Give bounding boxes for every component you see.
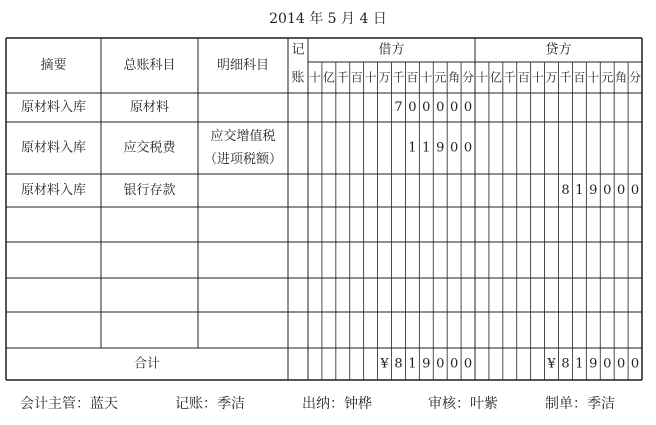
credit-amount-digit: 0	[616, 183, 626, 198]
row-detail-account: （进项税额）	[203, 152, 283, 167]
header-detail-account: 明细科目	[216, 58, 270, 73]
total-credit-digit: 0	[616, 356, 626, 372]
debit-amount-digit: 0	[408, 100, 417, 115]
row-summary: 原材料入库	[20, 183, 87, 198]
debit-digit-unit: 元	[434, 70, 447, 85]
row-general-account: 应交税费	[123, 140, 176, 156]
total-credit-digit: 1	[575, 356, 584, 372]
credit-digit-unit: 亿	[489, 70, 502, 85]
signer-name: 钟桦	[344, 396, 372, 412]
total-credit-digit: 0	[603, 356, 612, 372]
row-summary: 原材料入库	[20, 140, 87, 156]
row-general-account: 银行存款	[123, 183, 176, 198]
debit-amount-digit: 0	[463, 100, 473, 115]
signer-role: 制单：	[545, 396, 587, 412]
header-credit: 贷方	[545, 42, 572, 58]
credit-amount-digit: 9	[589, 183, 598, 198]
debit-digit-unit: 十	[420, 70, 433, 85]
credit-digit-unit: 百	[517, 70, 530, 85]
debit-amount-digit: 0	[436, 100, 445, 115]
row-general-account: 原材料	[129, 100, 170, 115]
total-debit-digit: 0	[463, 356, 473, 372]
credit-digit-unit: 元	[601, 70, 614, 85]
voucher-date: 2014 年 5 月 4 日	[269, 11, 387, 27]
header-summary: 摘要	[40, 58, 67, 73]
debit-digit-unit: 十	[308, 70, 321, 85]
signer-role: 出纳：	[302, 396, 344, 412]
row-summary: 原材料入库	[20, 100, 87, 115]
debit-digit-unit: 十	[364, 70, 377, 85]
total-credit-digit: 9	[589, 356, 598, 372]
credit-amount-digit: 8	[561, 183, 570, 198]
credit-digit-unit: 十	[587, 70, 600, 85]
total-debit-digit: 8	[394, 356, 403, 372]
signer	[20, 393, 118, 413]
total-debit-digit: 9	[422, 356, 431, 372]
signer	[545, 393, 615, 413]
credit-digit-unit: 十	[531, 70, 544, 85]
debit-digit-unit: 千	[392, 70, 405, 85]
debit-amount-digit: 9	[436, 140, 445, 156]
debit-amount-digit: 0	[463, 140, 473, 156]
credit-amount-digit: 1	[575, 183, 584, 198]
total-debit-digit: 1	[408, 356, 417, 372]
signer	[428, 393, 498, 413]
credit-digit-unit: 千	[503, 70, 516, 85]
debit-digit-unit: 万	[378, 70, 391, 85]
total-credit-digit: 0	[630, 356, 640, 372]
total-credit-digit: ¥	[547, 356, 556, 372]
credit-digit-unit: 千	[559, 70, 572, 85]
total-debit-digit: 0	[436, 356, 445, 372]
header-general-account: 总账科目	[123, 58, 176, 73]
debit-digit-unit: 角	[448, 70, 461, 85]
debit-amount-digit: 1	[408, 140, 417, 156]
credit-digit-unit: 角	[615, 70, 628, 85]
total-label: 合计	[133, 356, 161, 372]
signer-name: 季洁	[587, 396, 615, 412]
signer-role: 会计主管：	[20, 396, 90, 412]
signer	[302, 393, 372, 413]
debit-digit-unit: 百	[350, 70, 363, 85]
signer-role: 审核：	[428, 396, 470, 412]
debit-amount-digit: 0	[449, 140, 459, 156]
signer-name: 蓝天	[90, 396, 118, 412]
credit-digit-unit: 分	[629, 70, 642, 85]
signer	[175, 393, 245, 413]
debit-amount-digit: 1	[422, 140, 431, 156]
credit-digit-unit: 十	[475, 70, 488, 85]
signer-bar	[0, 393, 656, 415]
debit-digit-unit: 千	[336, 70, 349, 85]
debit-digit-unit: 分	[462, 70, 475, 85]
debit-digit-unit: 亿	[322, 70, 335, 85]
signer-name: 季洁	[217, 396, 245, 412]
credit-amount-digit: 0	[630, 183, 640, 198]
credit-digit-unit: 百	[573, 70, 586, 85]
total-debit-digit: 0	[449, 356, 459, 372]
header-posted-bottom: 账	[291, 70, 305, 86]
debit-amount-digit: 7	[394, 100, 403, 115]
row-detail-account: 应交增值税	[210, 129, 276, 144]
header-posted-top: 记	[291, 42, 305, 58]
credit-digit-unit: 万	[545, 70, 558, 85]
signer-role: 记账：	[175, 396, 217, 412]
total-credit-digit: 8	[561, 356, 570, 372]
signer-name: 叶紫	[470, 396, 498, 412]
debit-amount-digit: 0	[449, 100, 459, 115]
debit-amount-digit: 0	[422, 100, 431, 115]
header-debit: 借方	[378, 42, 405, 58]
total-debit-digit: ¥	[380, 356, 389, 372]
debit-digit-unit: 百	[406, 70, 419, 85]
credit-amount-digit: 0	[603, 183, 612, 198]
